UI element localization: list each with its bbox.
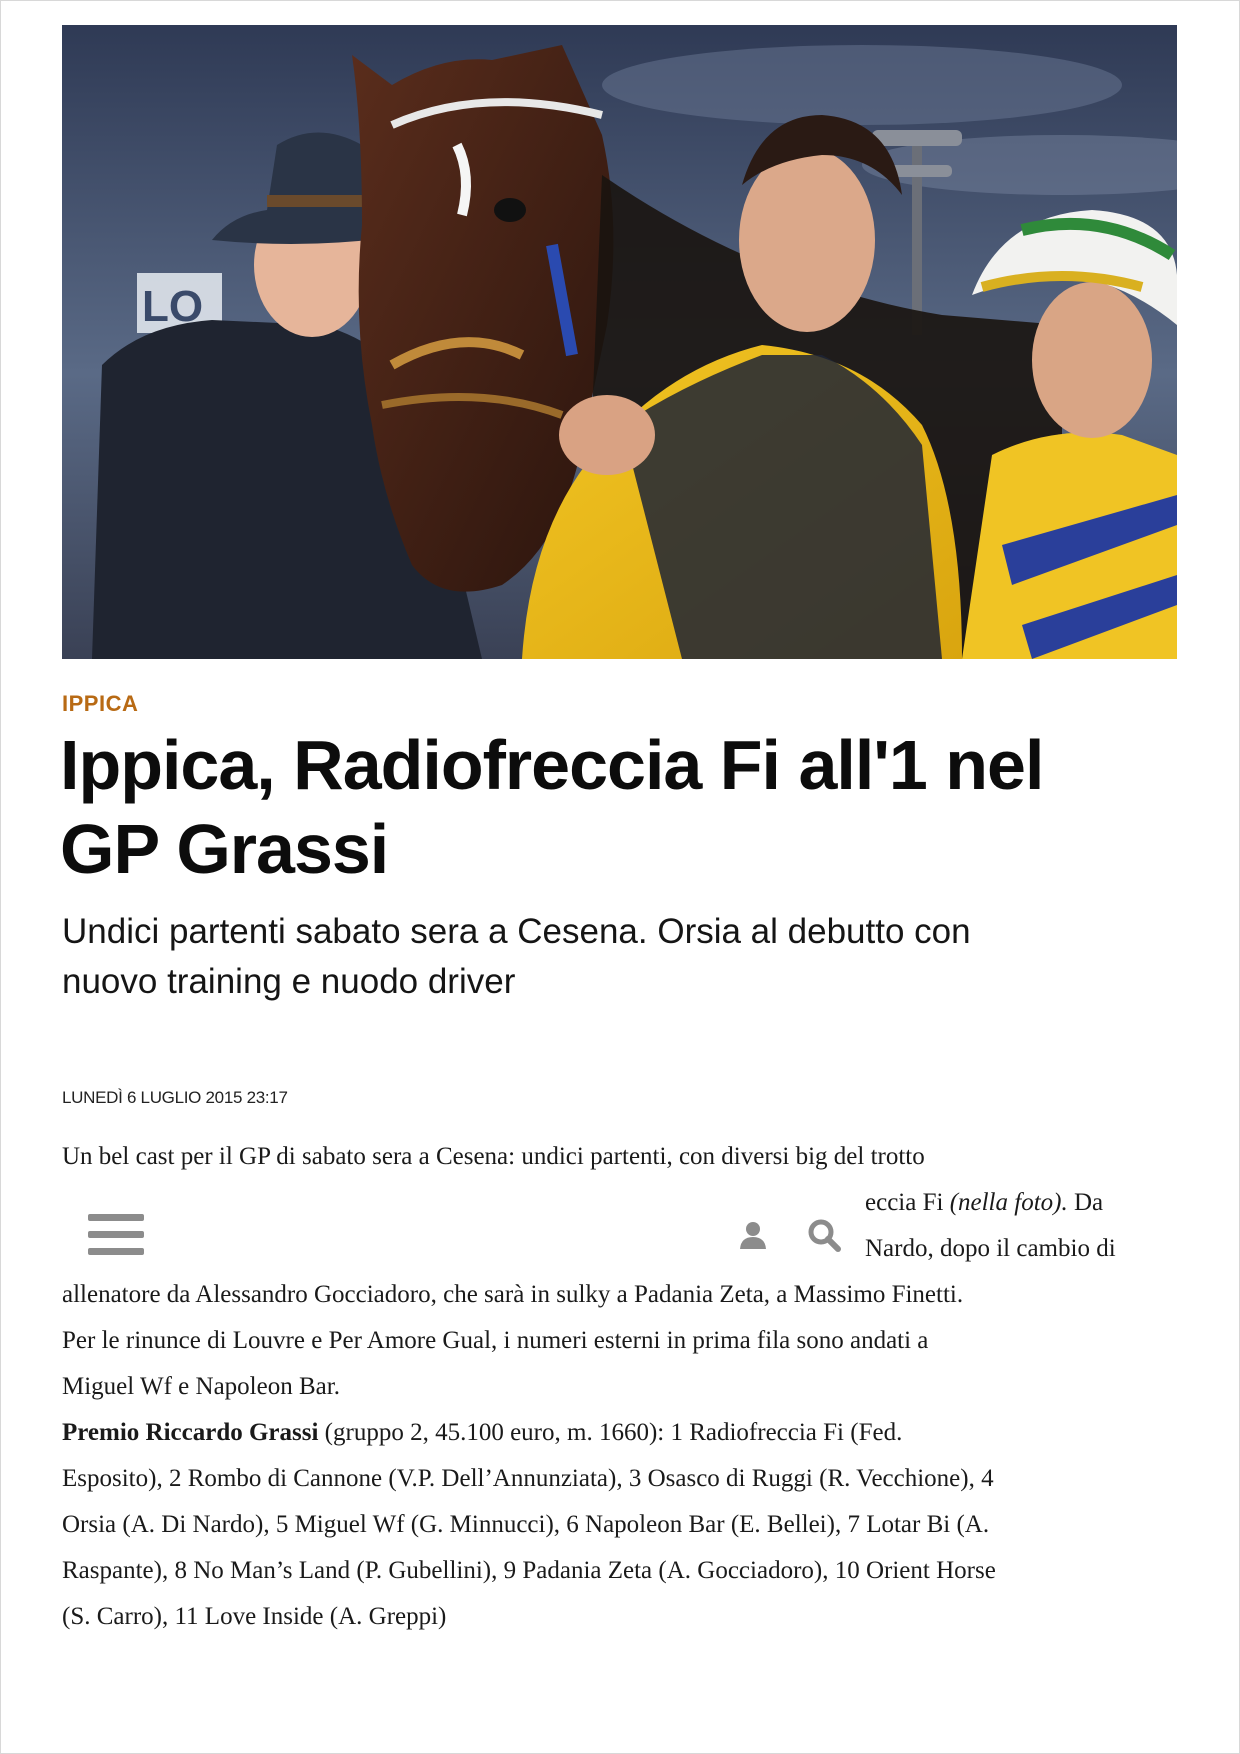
hero-sign-text: LO xyxy=(142,282,204,331)
article-subtitle xyxy=(62,907,1122,1007)
publish-date: LUNEDÌ 6 LUGLIO 2015 23:17 xyxy=(62,1088,288,1107)
body-text-fragment: eccia Fi xyxy=(865,1189,950,1216)
body-text-fragment: (gruppo 2, 45.100 euro, m. 1660): 1 Radiofreccia Fi (Fed. xyxy=(318,1419,903,1446)
search-icon[interactable] xyxy=(807,1218,841,1252)
body-line: (S. Carro), 11 Love Inside (A. Greppi) xyxy=(62,1603,447,1630)
body-text-italic: (nella foto). xyxy=(949,1189,1068,1216)
body-line xyxy=(865,1180,1185,1226)
body-line: allenatore da Alessandro Gocciadoro, che sarà in sulky a Padania Zeta, a Massimo Finetti. xyxy=(62,1281,964,1308)
article-subtitle-line2: nuovo training e nuodo driver xyxy=(62,962,516,1001)
hero-photo xyxy=(62,25,1177,659)
body-line: Per le rinunce di Louvre e Per Amore Gual, i numeri esterni in prima fila sono andati a xyxy=(62,1327,929,1354)
floating-navbar xyxy=(62,1193,862,1275)
article-subtitle-line1: Undici partenti sabato sera a Cesena. Orsia al debutto con xyxy=(62,912,971,951)
race-name: Premio Riccardo Grassi xyxy=(62,1419,319,1446)
body-line: Raspante), 8 No Man’s Land (P. Gubellini), 9 Padania Zeta (A. Gocciadoro), 10 Orient Horse xyxy=(62,1557,996,1584)
body-line: Orsia (A. Di Nardo), 5 Miguel Wf (G. Minnucci), 6 Napoleon Bar (E. Bellei), 7 Lotar Bi (A. xyxy=(62,1511,990,1538)
user-icon[interactable] xyxy=(737,1219,769,1251)
body-line: Un bel cast per il GP di sabato sera a Cesena: undici partenti, con diversi big del trotto xyxy=(62,1143,925,1170)
article-title xyxy=(60,723,1180,891)
category-label[interactable]: IPPICA xyxy=(62,691,139,716)
article-title-line1: Ippica, Radiofreccia Fi all'1 nel xyxy=(60,726,1044,804)
body-text-fragment: Da xyxy=(1067,1189,1104,1216)
body-line: Nardo, dopo il cambio di xyxy=(865,1235,1116,1262)
body-line: Miguel Wf e Napoleon Bar. xyxy=(62,1373,340,1400)
hamburger-menu-icon[interactable] xyxy=(88,1212,144,1258)
body-line: Esposito), 2 Rombo di Cannone (V.P. Dell’Annunziata), 3 Osasco di Ruggi (R. Vecchione), 4 xyxy=(62,1465,994,1492)
article-title-line2: GP Grassi xyxy=(60,810,389,888)
body-line xyxy=(62,1410,1182,1456)
